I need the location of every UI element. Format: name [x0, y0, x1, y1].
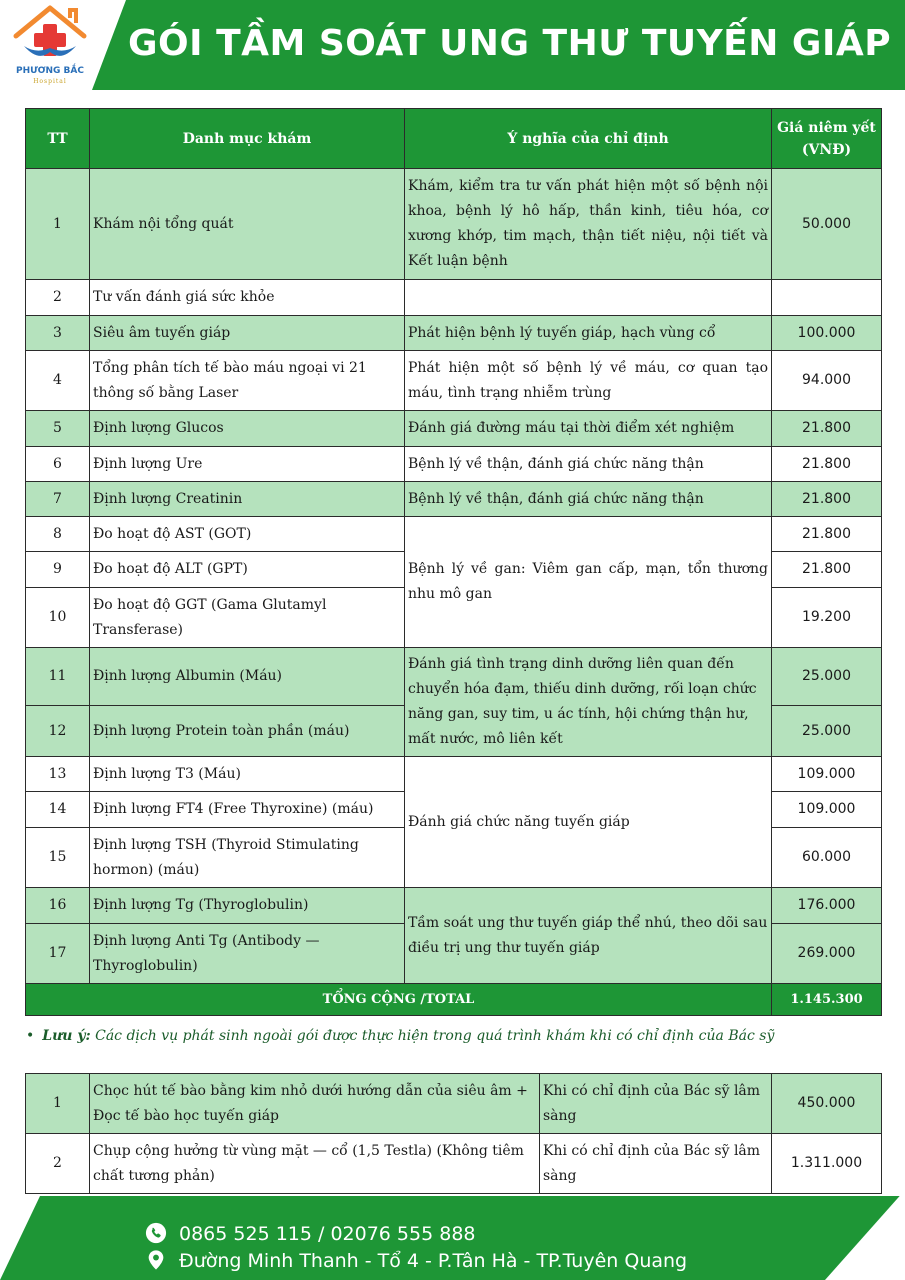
bullet-icon: • — [26, 1028, 35, 1044]
row-meaning: Khám, kiểm tra tư vấn phát hiện một số bệnh nội khoa, bệnh lý hô hấp, thần kinh, tiêu hóa, cơ xương khớp, tim mạch, thận tiết niệu, nội tiết và Kết luận bệnh — [405, 169, 772, 280]
row-tt: 1 — [26, 169, 90, 280]
row-item: Định lượng Albumin (Máu) — [90, 648, 405, 706]
extra-condition: Khi có chỉ định của Bác sỹ lâm sàng — [540, 1074, 772, 1134]
row-item: Định lượng Ure — [90, 447, 405, 482]
header-tt: TT — [26, 109, 90, 169]
row-item: Định lượng Anti Tg (Antibody — Thyroglobulin) — [90, 924, 405, 984]
row-meaning-thyroid-function: Đánh giá chức năng tuyến giáp — [405, 757, 772, 888]
row-tt: 16 — [26, 888, 90, 924]
header-price-line2: (VNĐ) — [801, 141, 852, 158]
row-tt: 15 — [26, 828, 90, 888]
note-text: Các dịch vụ phát sinh ngoài gói được thực hiện trong quá trình khám khi có chỉ định của Bác sỹ — [95, 1028, 775, 1044]
row-tt: 4 — [26, 351, 90, 411]
row-tt: 12 — [26, 706, 90, 757]
row-price: 94.000 — [772, 351, 882, 411]
row-price: 21.800 — [772, 482, 882, 517]
location-pin-icon — [145, 1249, 167, 1271]
total-value: 1.145.300 — [772, 984, 882, 1016]
row-price: 19.200 — [772, 588, 882, 648]
logo-subtitle: Hospital — [33, 78, 67, 85]
row-meaning: Phát hiện bệnh lý tuyến giáp, hạch vùng cổ — [405, 316, 772, 351]
row-tt: 10 — [26, 588, 90, 648]
header-price — [772, 109, 882, 169]
total-row — [26, 984, 882, 1016]
row-tt: 6 — [26, 447, 90, 482]
row-item: Khám nội tổng quát — [90, 169, 405, 280]
row-tt: 11 — [26, 648, 90, 706]
note-label: Lưu ý: — [42, 1028, 91, 1044]
house-cross-logo-icon — [8, 2, 92, 66]
row-item: Định lượng Tg (Thyroglobulin) — [90, 888, 405, 924]
row-tt: 14 — [26, 792, 90, 828]
row-price: 176.000 — [772, 888, 882, 924]
row-item: Tư vấn đánh giá sức khỏe — [90, 280, 405, 316]
row-item: Tổng phân tích tế bào máu ngoại vi 21 thông số bằng Laser — [90, 351, 405, 411]
row-tt: 5 — [26, 411, 90, 447]
header — [0, 0, 905, 90]
row-meaning-nutrition: Đánh giá tình trạng dinh dưỡng liên quan đến chuyển hóa đạm, thiếu dinh dưỡng, rối loạn chức năng gan, suy tim, u ác tính, hội chứng thận hư, mất nước, mô liên kết — [405, 648, 772, 757]
header-item: Danh mục khám — [90, 109, 405, 169]
row-item: Đo hoạt độ ALT (GPT) — [90, 552, 405, 588]
row-tt: 9 — [26, 552, 90, 588]
logo-name: PHƯƠNG BẮC — [16, 66, 84, 76]
table-row — [26, 888, 882, 924]
row-item: Định lượng T3 (Máu) — [90, 757, 405, 792]
row-meaning-thyroid-cancer: Tầm soát ung thư tuyến giáp thể nhú, theo dõi sau điều trị ung thư tuyến giáp — [405, 888, 772, 984]
row-item: Định lượng TSH (Thyroid Stimulating hormon) (máu) — [90, 828, 405, 888]
table-header-row — [26, 109, 882, 169]
row-tt: 7 — [26, 482, 90, 517]
page-title: GÓI TẦM SOÁT UNG THƯ TUYẾN GIÁP — [128, 23, 892, 64]
row-item: Định lượng Protein toàn phần (máu) — [90, 706, 405, 757]
row-meaning-liver: Bệnh lý về gan: Viêm gan cấp, mạn, tổn thương nhu mô gan — [405, 517, 772, 648]
row-price: 21.800 — [772, 517, 882, 552]
row-item: Đo hoạt độ AST (GOT) — [90, 517, 405, 552]
row-price: 21.800 — [772, 447, 882, 482]
row-tt: 8 — [26, 517, 90, 552]
extra-services-table — [25, 1073, 882, 1194]
table-row — [26, 316, 882, 351]
row-price: 60.000 — [772, 828, 882, 888]
row-item: Định lượng Creatinin — [90, 482, 405, 517]
total-label: TỔNG CỘNG /TOTAL — [26, 984, 772, 1016]
row-item: Đo hoạt độ GGT (Gama Glutamyl Transferase) — [90, 588, 405, 648]
row-meaning: Bệnh lý về thận, đánh giá chức năng thận — [405, 482, 772, 517]
header-price-line1: Giá niêm yết — [777, 119, 876, 136]
row-item: Siêu âm tuyến giáp — [90, 316, 405, 351]
footer-address: Đường Minh Thanh - Tổ 4 - P.Tân Hà - TP.Tuyên Quang — [179, 1250, 688, 1272]
table-row — [26, 757, 882, 792]
row-meaning: Bệnh lý về thận, đánh giá chức năng thận — [405, 447, 772, 482]
table-row — [26, 169, 882, 280]
phone-icon — [145, 1222, 167, 1244]
row-price: 21.800 — [772, 411, 882, 447]
table-row — [26, 1134, 882, 1194]
extra-price: 450.000 — [772, 1074, 882, 1134]
row-tt: 3 — [26, 316, 90, 351]
footer-phone: 0865 525 115 / 02076 555 888 — [179, 1223, 476, 1245]
row-tt: 2 — [26, 280, 90, 316]
row-item: Định lượng Glucos — [90, 411, 405, 447]
table-row — [26, 280, 882, 316]
extra-item: Chọc hút tế bào bằng kim nhỏ dưới hướng dẫn của siêu âm + Đọc tế bào học tuyến giáp — [90, 1074, 540, 1134]
extra-item: Chụp cộng hưởng từ vùng mặt — cổ (1,5 Testla) (Không tiêm chất tương phản) — [90, 1134, 540, 1194]
table-row — [26, 351, 882, 411]
row-tt: 17 — [26, 924, 90, 984]
extra-tt: 2 — [26, 1134, 90, 1194]
note — [26, 1024, 886, 1048]
row-price: 109.000 — [772, 757, 882, 792]
row-meaning: Phát hiện một số bệnh lý về máu, cơ quan tạo máu, tình trạng nhiễm trùng — [405, 351, 772, 411]
extra-price: 1.311.000 — [772, 1134, 882, 1194]
table-row — [26, 411, 882, 447]
table-row — [26, 1074, 882, 1134]
row-price: 269.000 — [772, 924, 882, 984]
row-price: 100.000 — [772, 316, 882, 351]
row-price: 25.000 — [772, 706, 882, 757]
table-row — [26, 447, 882, 482]
extra-condition: Khi có chỉ định của Bác sỹ lâm sàng — [540, 1134, 772, 1194]
row-price: 50.000 — [772, 169, 882, 280]
row-meaning — [405, 280, 772, 316]
row-price: 25.000 — [772, 648, 882, 706]
row-meaning: Đánh giá đường máu tại thời điểm xét nghiệm — [405, 411, 772, 447]
table-row — [26, 482, 882, 517]
row-tt: 13 — [26, 757, 90, 792]
table-row — [26, 517, 882, 552]
row-item: Định lượng FT4 (Free Thyroxine) (máu) — [90, 792, 405, 828]
row-price — [772, 280, 882, 316]
row-price: 21.800 — [772, 552, 882, 588]
extra-tt: 1 — [26, 1074, 90, 1134]
row-price: 109.000 — [772, 792, 882, 828]
hospital-logo — [8, 2, 92, 88]
table-row — [26, 648, 882, 706]
header-meaning: Ý nghĩa của chỉ định — [405, 109, 772, 169]
services-table — [25, 108, 882, 1016]
